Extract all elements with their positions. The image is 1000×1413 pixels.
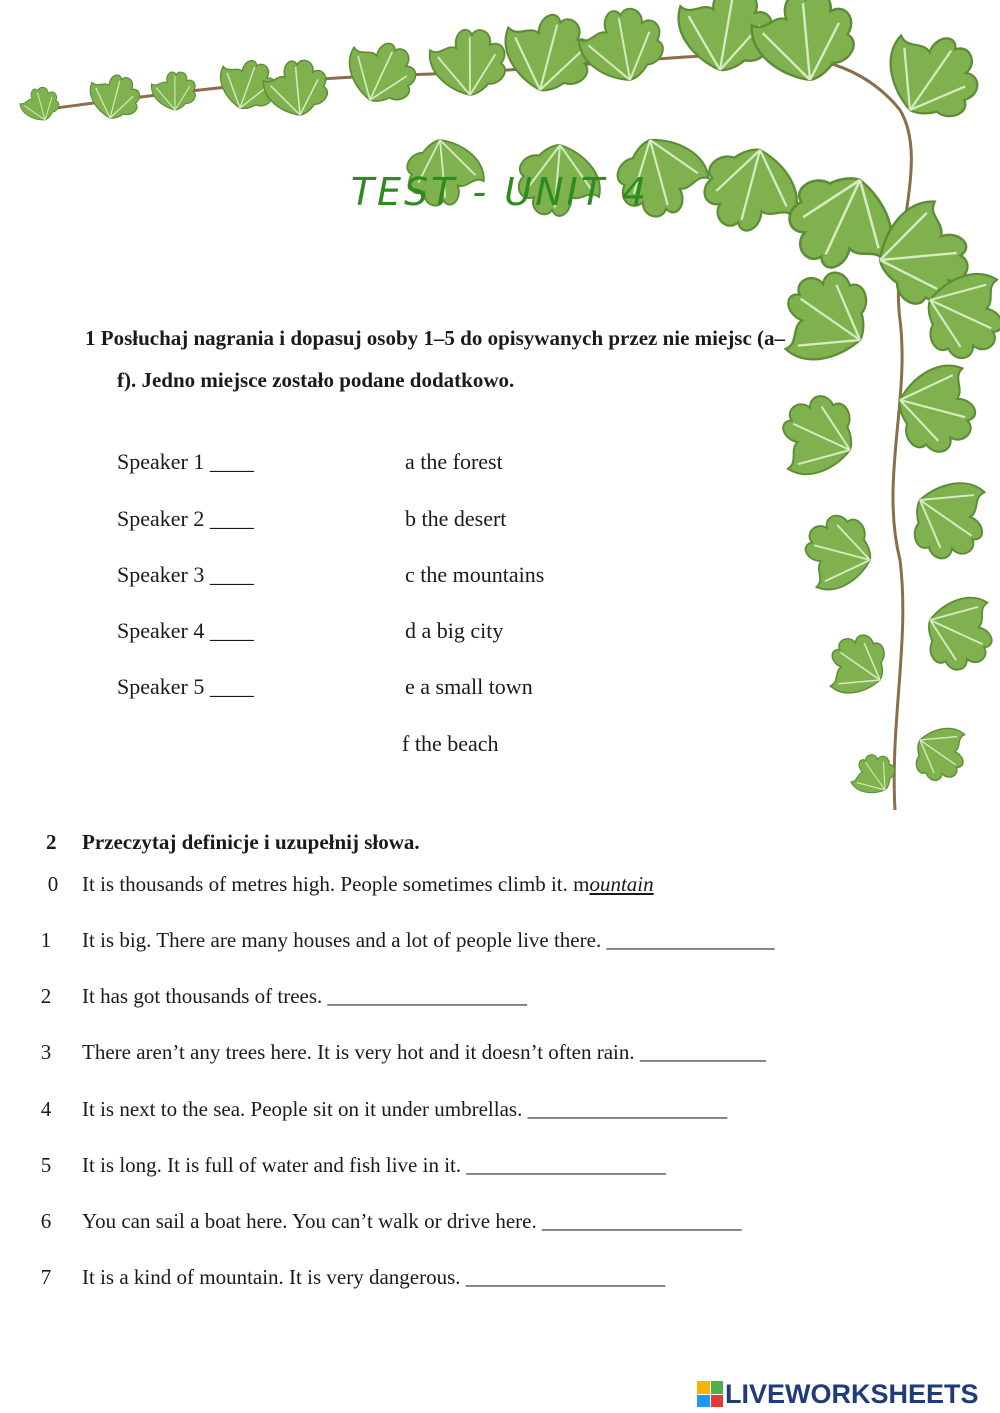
item-4-text[interactable]: It is next to the sea. People sit on it under umbrellas. ___________________: [82, 1097, 728, 1121]
item-5-number: 5: [40, 1153, 52, 1177]
exercise2-number: 2: [46, 830, 57, 854]
option-e: e a small town: [405, 674, 533, 699]
page-title: TEST - UNIT 4: [350, 170, 650, 214]
logo-square-2: [711, 1381, 724, 1394]
item-3-text[interactable]: There aren’t any trees here. It is very hot and it doesn’t often rain. ____________: [82, 1040, 766, 1064]
option-d: d a big city: [405, 618, 504, 643]
exercise1-instruction: [85, 317, 900, 401]
item-1-text[interactable]: It is big. There are many houses and a lot of people live there. ________________: [82, 928, 775, 952]
speaker-5-blank[interactable]: Speaker 5 ____: [117, 674, 254, 699]
item-6-text[interactable]: You can sail a boat here. You can’t walk or drive here. ___________________: [82, 1209, 742, 1233]
speaker-2-blank[interactable]: Speaker 2 ____: [117, 506, 254, 531]
speaker-3-blank[interactable]: Speaker 3 ____: [117, 562, 254, 587]
item-6-number: 6: [40, 1209, 52, 1233]
exercise2-instruction: Przeczytaj definicje i uzupełnij słowa.: [82, 830, 420, 854]
item-5-text[interactable]: It is long. It is full of water and fish live in it. ___________________: [82, 1153, 666, 1177]
liveworksheets-logo: [697, 1378, 979, 1410]
item-4-number: 4: [40, 1097, 52, 1121]
option-a: a the forest: [405, 449, 503, 474]
example-answer: ountain: [589, 872, 654, 896]
logo-square-4: [711, 1395, 724, 1408]
item-2-text[interactable]: It has got thousands of trees. ___________________: [82, 984, 528, 1008]
example-number: 0: [47, 872, 59, 896]
item-7-number: 7: [40, 1265, 52, 1289]
item-7-text[interactable]: It is a kind of mountain. It is very dangerous. ___________________: [82, 1265, 666, 1289]
example-text: It is thousands of metres high. People sometimes climb it. m: [82, 872, 590, 896]
speaker-4-blank[interactable]: Speaker 4 ____: [117, 618, 254, 643]
logo-square-3: [697, 1395, 710, 1408]
option-f: f the beach: [402, 731, 499, 756]
logo-text: LIVEWORKSHEETS: [725, 1378, 979, 1409]
exercise1-instruction-line1: 1 Posłuchaj nagrania i dopasuj osoby 1–5 do opisywanych przez nie miejsc (a–: [85, 326, 786, 350]
item-3-number: 3: [40, 1040, 52, 1064]
logo-square-1: [697, 1381, 710, 1394]
example-item: [82, 872, 654, 897]
option-c: c the mountains: [405, 562, 545, 587]
exercise1-instruction-line2: f). Jedno miejsce zostało podane dodatkowo.: [117, 368, 515, 392]
speaker-1-blank[interactable]: Speaker 1 ____: [117, 449, 254, 474]
item-2-number: 2: [40, 984, 52, 1008]
item-1-number: 1: [40, 928, 52, 952]
option-b: b the desert: [405, 506, 507, 531]
logo-mark-icon: [697, 1381, 723, 1407]
